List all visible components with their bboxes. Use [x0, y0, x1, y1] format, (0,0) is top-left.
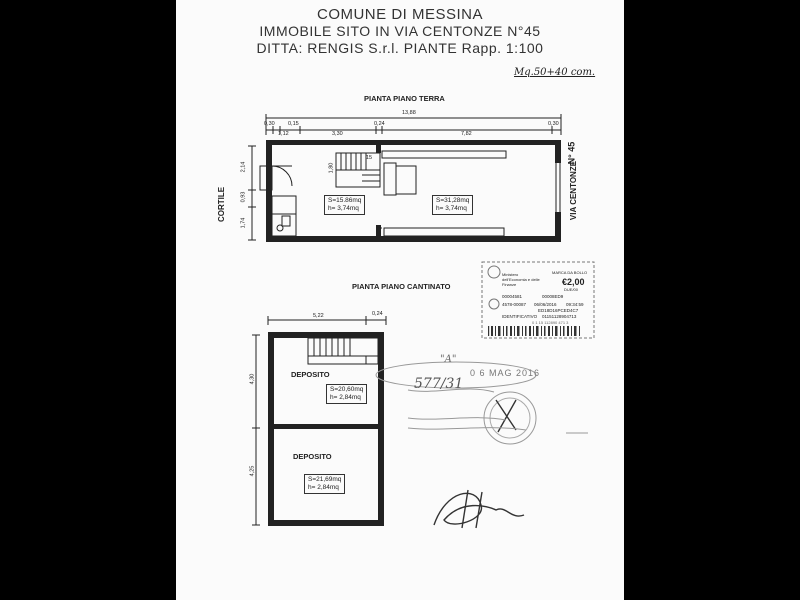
- stamp-ident: 01151128904713: [542, 314, 577, 319]
- room-info-gf-1: [324, 195, 365, 215]
- title-line-3: DITTA: RENGIS S.r.l. PIANTE Rapp. 1:100: [256, 40, 544, 56]
- stair-dimension: 1,80: [328, 162, 335, 174]
- room-area: S=21,69mq: [308, 476, 342, 483]
- room-height: h= 3,74mq: [328, 205, 359, 212]
- dim-left-1: 0,93: [240, 191, 247, 203]
- stamp-amount: €2,00: [562, 277, 585, 287]
- basement-dim-top-1: 0,24: [372, 311, 383, 317]
- document-sheet: [176, 0, 624, 600]
- ground-floor-title: PIANTA PIANO TERRA: [364, 94, 445, 103]
- stamp-code-2: 00008ED9: [542, 294, 564, 299]
- date-stamp: 0 6 MAG 2016: [470, 368, 541, 378]
- dim-top-0: 0,30: [264, 121, 275, 127]
- dim-top-5: 7,82: [461, 131, 472, 137]
- room-area: S=15.86mq: [328, 197, 362, 204]
- basement-title: PIANTA PIANO CANTINATO: [352, 282, 451, 291]
- protocol-number: 577/31: [414, 376, 464, 392]
- stamp-id-2: ED18D16PCED4C7: [538, 308, 579, 313]
- basement-dim-top-0: 5,22: [313, 313, 324, 319]
- room-area: S=20,60mq: [330, 386, 364, 393]
- title-line-1: COMUNE DI MESSINA: [316, 6, 483, 23]
- dim-top-6: 0,30: [548, 121, 559, 127]
- courtyard-label: CORTILE: [217, 186, 227, 223]
- room-info-b-1: [326, 384, 367, 404]
- stamp-ministry: Ministero dell'Economia e delle Finanze: [502, 272, 540, 287]
- quote-mark-text: "A": [440, 354, 457, 365]
- street-label: VIA CENTONZE: [569, 160, 579, 221]
- stair-number: 15: [366, 155, 373, 161]
- stamp-code-1: 00004581: [502, 294, 523, 299]
- stamp-id-1: 4578-00087: [502, 302, 527, 307]
- room-area: S=31,28mq: [436, 197, 470, 204]
- dim-top-2: 1,12: [278, 131, 289, 137]
- area-note: Mq.50+40 com.: [514, 67, 596, 78]
- room-height: h= 2,84mq: [308, 484, 339, 491]
- stamp-date: 06/06/2016: [534, 302, 557, 307]
- title-line-2: IMMOBILE SITO IN VIA CENTONZE N°45: [259, 23, 541, 39]
- basement-dim-left-1: 4,25: [249, 465, 256, 477]
- basement-dim-left-0: 4,30: [249, 373, 256, 385]
- stamp-time: 09:34:59: [566, 302, 584, 307]
- revenue-stamp: [482, 262, 594, 338]
- street-number-label: N° 45: [566, 141, 577, 165]
- storage-label-2: DEPOSITO: [293, 452, 332, 461]
- total-dimension: 13,88: [402, 110, 416, 116]
- dim-left-2: 1,74: [240, 217, 247, 229]
- room-height: h= 2,84mq: [330, 394, 361, 401]
- stamp-ident-label: IDENTIFICATIVO: [502, 314, 538, 319]
- room-height: h= 3,74mq: [436, 205, 467, 212]
- room-info-gf-2: [432, 195, 473, 215]
- stamp-barcode-text: 0 1 15 112890 471 3: [532, 320, 569, 325]
- storage-label-1: DEPOSITO: [291, 370, 330, 379]
- stamp-tag: MARCA DA BOLLO: [552, 270, 588, 275]
- dim-top-1: 0,15: [288, 121, 299, 127]
- dim-left-0: 2,14: [240, 161, 247, 173]
- stamp-amount-words: DUE/00: [564, 287, 579, 292]
- dim-top-3: 3,30: [332, 131, 343, 137]
- room-info-b-2: [304, 474, 345, 494]
- dim-top-4: 0,24: [374, 121, 385, 127]
